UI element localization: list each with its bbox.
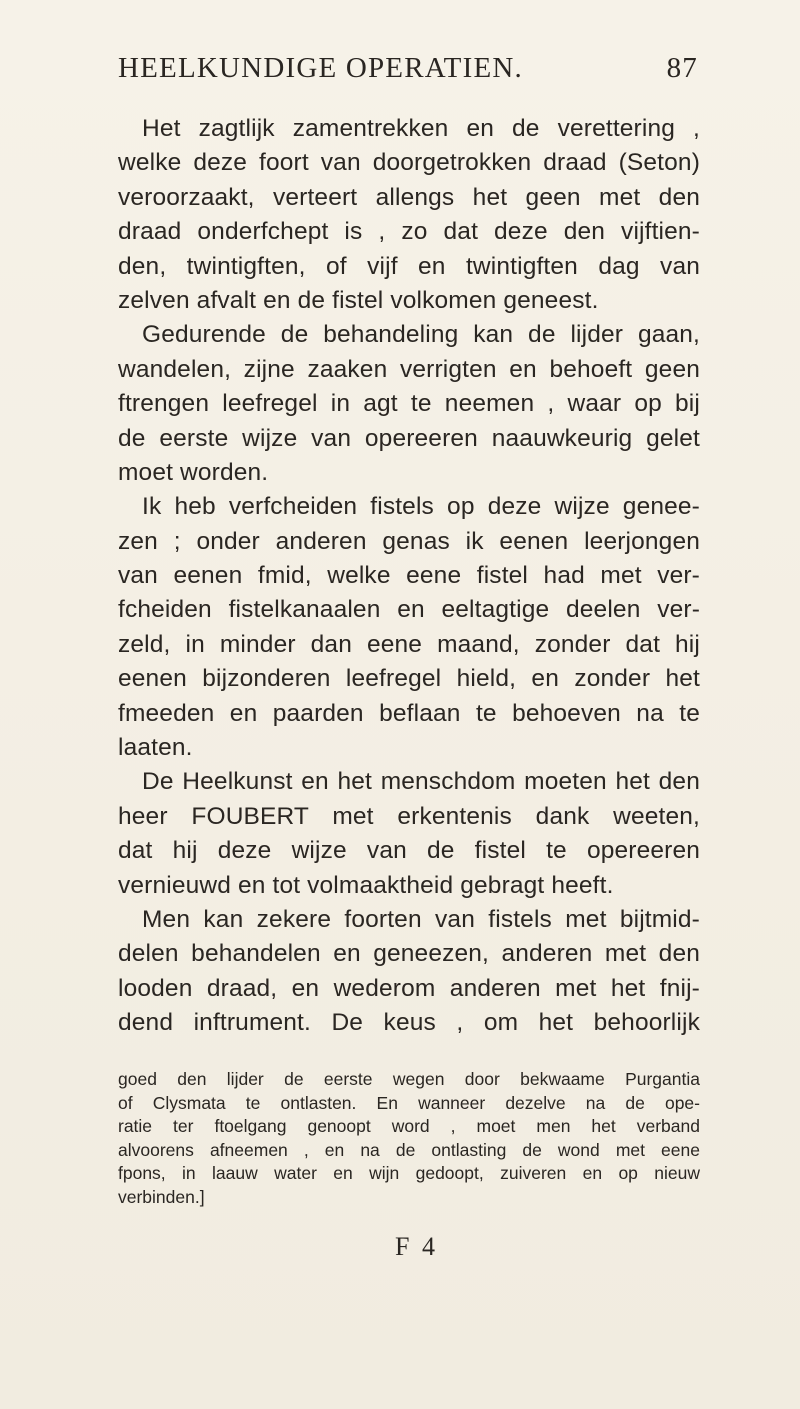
text-line: draad onderfchept is , zo dat deze den vijftien-	[118, 218, 700, 246]
text-line: veroorzaakt, verteert allengs het geen met den	[118, 183, 700, 211]
text-line: Het zagtlijk zamentrekken en de verettering ,	[142, 115, 700, 142]
text-line: dend inftrument. De keus , om het behoorlijk	[118, 1009, 700, 1037]
text-line: dat hij deze wijze van de fistel te opereeren	[118, 837, 700, 865]
text-line: de eerste wijze van opereeren naauwkeurig gelet	[118, 424, 700, 452]
text-line: moet worden.	[118, 458, 269, 486]
page-number: 87	[666, 52, 698, 84]
text-line: fmeeden en paarden beflaan te behoeven na te	[118, 699, 700, 727]
signature-mark: F 4	[395, 1232, 438, 1261]
text-line: Ik heb verfcheiden fistels op deze wijze genee-	[142, 493, 700, 521]
footnote-line: of Clysmata te ontlasten. En wanneer dezelve na de ope-	[118, 1092, 700, 1113]
text-line: zelven afvalt en de fistel volkomen geneest.	[118, 286, 599, 314]
running-title: HEELKUNDIGE OPERATIEN.	[118, 52, 523, 84]
footnote-line: ratie ter ftoelgang genoopt word , moet men het verband	[118, 1116, 700, 1136]
text-line: laaten.	[118, 734, 193, 762]
text-line: fcheiden fistelkanaalen en eeltagtige deelen ver-	[118, 596, 700, 624]
text-line: wandelen, zijne zaaken verrigten en behoeft geen	[118, 355, 700, 383]
footnote-line: goed den lijder de eerste wegen door bekwaame Purgantia	[118, 1069, 700, 1089]
text-line: eenen bijzonderen leefregel hield, en zonder het	[118, 665, 700, 693]
body-text	[118, 112, 700, 1041]
footnote-line: fpons, in laauw water en wijn gedoopt, zuiveren en op nieuw	[118, 1163, 700, 1183]
text-line: heer FOUBERT met erkentenis dank weeten,	[118, 802, 700, 830]
text-line: ftrengen leefregel in agt te neemen , waar op bij	[118, 390, 700, 418]
text-line: looden draad, en wederom anderen met het fnij-	[118, 974, 700, 1002]
footnote-line: alvoorens afneemen , en na de ontlasting de wond met eene	[118, 1139, 700, 1160]
footnote-line: verbinden.]	[118, 1186, 205, 1207]
text-line: vernieuwd en tot volmaaktheid gebragt heeft.	[118, 871, 614, 899]
footnote	[118, 1068, 700, 1209]
text-line: zen ; onder anderen genas ik eenen leerjongen	[118, 527, 700, 555]
text-line: Gedurende de behandeling kan de lijder gaan,	[142, 321, 700, 349]
text-line: zeld, in minder dan eene maand, zonder dat hij	[118, 630, 700, 658]
text-line: van eenen fmid, welke eene fistel had met ver-	[118, 562, 700, 590]
text-line: Men kan zekere foorten van fistels met bijtmid-	[142, 905, 700, 933]
text-line: delen behandelen en geneezen, anderen met den	[118, 940, 700, 968]
running-head	[118, 52, 698, 96]
text-line: welke deze foort van doorgetrokken draad (Seton)	[118, 149, 700, 177]
text-line: De Heelkunst en het menschdom moeten het den	[142, 768, 700, 796]
text-line: den, twintigften, of vijf en twintigften dag van	[118, 252, 700, 280]
